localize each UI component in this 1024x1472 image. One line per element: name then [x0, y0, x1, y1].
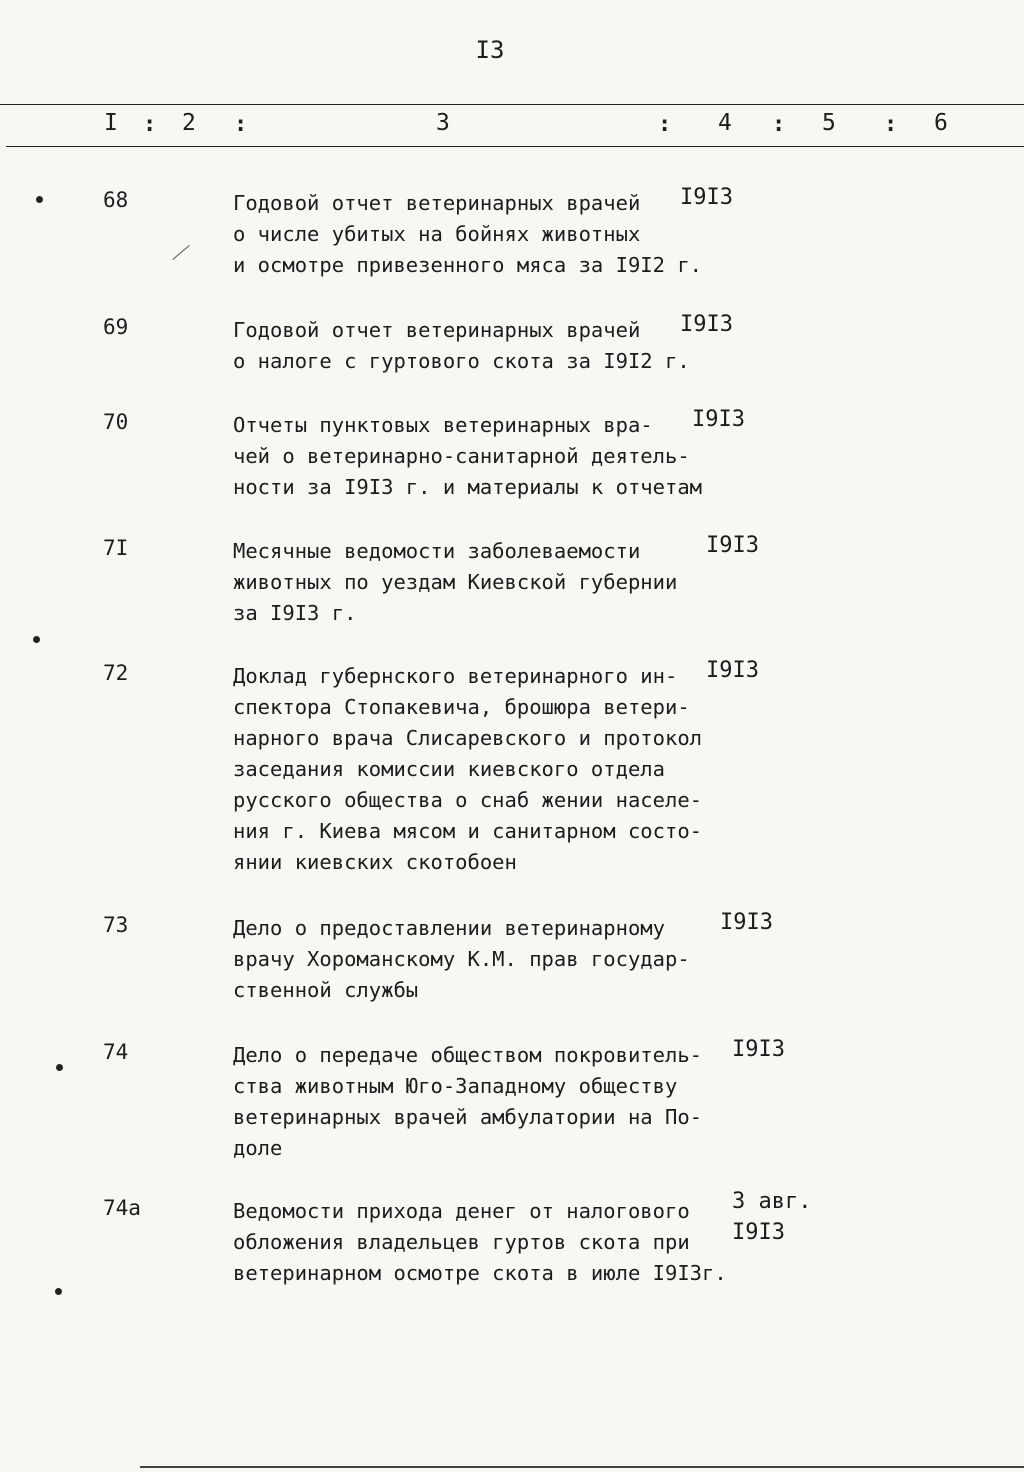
description-line: Годовой отчет ветеринарных врачей: [233, 191, 641, 215]
date-line: I9I3: [680, 312, 733, 337]
column-separator: :: [884, 112, 898, 137]
entry-date: [706, 655, 759, 686]
description-line: о числе убитых на бойнях животных: [233, 222, 641, 246]
date-line: I9I3: [706, 658, 759, 683]
description-line: ности за I9I3 г. и материалы к отчетам: [233, 475, 702, 499]
entry-number: 70: [103, 410, 129, 434]
date-line: I9I3: [692, 407, 745, 432]
date-line: I9I3: [706, 533, 759, 558]
entry-number: 73: [103, 913, 129, 937]
entry-description: [233, 913, 793, 1006]
entry-date: [720, 907, 773, 938]
description-line: Дело о предоставлении ветеринарному: [233, 916, 665, 940]
column-header-3: 3: [436, 110, 450, 136]
bottom-edge-line: [140, 1466, 1024, 1468]
entry-date: [732, 1034, 785, 1065]
description-line: Дело о передаче обществом покровитель-: [233, 1043, 702, 1067]
page-number: I3: [475, 36, 505, 64]
description-line: животных по уездам Киевской губернии: [233, 570, 678, 594]
margin-dot-mark: [36, 196, 43, 203]
description-line: Годовой отчет ветеринарных врачей: [233, 318, 641, 342]
description-line: доле: [233, 1136, 283, 1160]
entry-date: [680, 309, 733, 340]
description-line: Ведомости прихода денег от налогового: [233, 1199, 690, 1223]
entry-number: 72: [103, 661, 129, 685]
date-line: I9I3: [720, 910, 773, 935]
entry-date: [706, 530, 759, 561]
entry-description: [233, 1196, 793, 1289]
description-line: Доклад губернского ветеринарного ин-: [233, 664, 678, 688]
date-line: 3 авг.: [732, 1189, 812, 1214]
margin-dot-mark: [56, 1064, 63, 1071]
date-line: I9I3: [732, 1220, 785, 1245]
entry-date: [680, 182, 733, 213]
description-line: Отчеты пунктовых ветеринарных вра-: [233, 413, 653, 437]
column-separator: :: [658, 112, 672, 137]
description-line: обложения владельцев гуртов скота при: [233, 1230, 690, 1254]
column-header-4: 4: [718, 110, 732, 136]
column-header-6: 6: [934, 110, 948, 136]
description-line: ветеринарных врачей амбулатории на По-: [233, 1105, 702, 1129]
column-header-5: 5: [822, 110, 836, 136]
description-line: ства животным Юго-Западному обществу: [233, 1074, 678, 1098]
description-line: нарного врача Слисаревского и протокол: [233, 726, 702, 750]
margin-dot-mark: [33, 636, 40, 643]
margin-dot-mark: [55, 1288, 62, 1295]
description-line: ветеринарном осмотре скота в июле I9I3г.: [233, 1261, 727, 1285]
column-header-2: 2: [182, 110, 196, 136]
date-line: I9I3: [680, 185, 733, 210]
description-line: и осмотре привезенного мяса за I9I2 г.: [233, 253, 702, 277]
description-line: спектора Стопакевича, брошюра ветери-: [233, 695, 690, 719]
description-line: о налоге с гуртового скота за I9I2 г.: [233, 349, 690, 373]
entry-number: 68: [103, 188, 129, 212]
column-separator: :: [143, 112, 157, 137]
column-separator: :: [234, 112, 248, 137]
date-line: I9I3: [732, 1037, 785, 1062]
pencil-tick-mark: [172, 245, 189, 260]
description-line: русского общества о снаб жении населе-: [233, 788, 702, 812]
table-header-bottom-rule: [6, 146, 1024, 147]
description-line: Месячные ведомости заболеваемости: [233, 539, 641, 563]
entry-number: 7I: [103, 536, 129, 560]
entry-date: [692, 404, 745, 435]
description-line: врачу Хороманскому К.М. прав государ-: [233, 947, 690, 971]
description-line: янии киевских скотобоен: [233, 850, 517, 874]
column-separator: :: [772, 112, 786, 137]
table-header-top-rule: [0, 104, 1024, 105]
entry-date: [732, 1186, 811, 1248]
entry-number: 74а: [103, 1196, 141, 1220]
column-header-1: I: [104, 110, 118, 136]
description-line: ния г. Киева мясом и санитарном состо-: [233, 819, 702, 843]
description-line: чей о ветеринарно-санитарной деятель-: [233, 444, 690, 468]
description-line: за I9I3 г.: [233, 601, 357, 625]
entry-description: [233, 1040, 793, 1164]
entry-description: [233, 661, 793, 878]
description-line: заседания комиссии киевского отдела: [233, 757, 665, 781]
entry-number: 69: [103, 315, 129, 339]
entry-number: 74: [103, 1040, 129, 1064]
description-line: ственной службы: [233, 978, 419, 1002]
